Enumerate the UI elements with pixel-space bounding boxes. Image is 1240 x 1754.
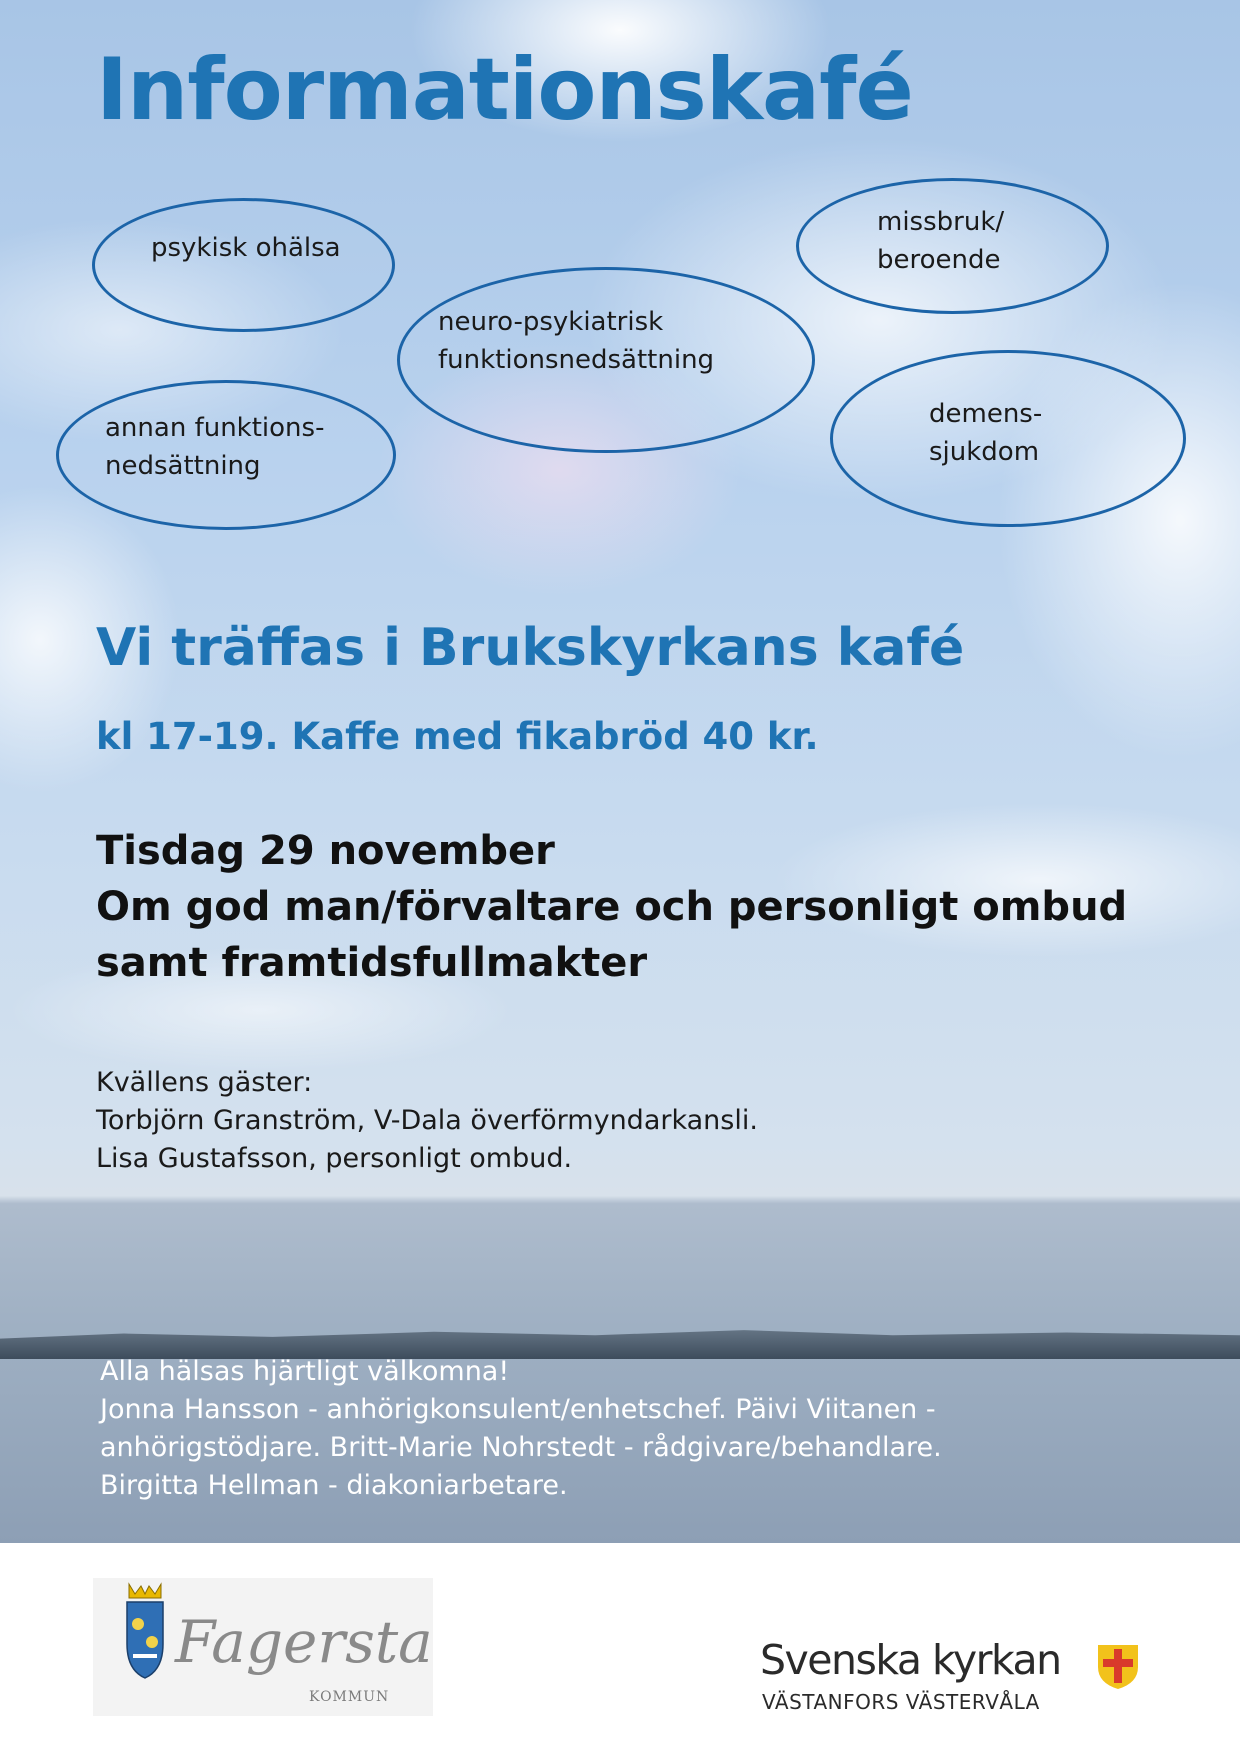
topic-bubble-demenssjukdom bbox=[830, 350, 1186, 527]
svenska-kyrkan-wordmark: Svenska kyrkan bbox=[760, 1636, 1061, 1684]
welcome-line: Birgitta Hellman - diakoniarbetare. bbox=[100, 1470, 568, 1501]
topic-label: annan funktions- bbox=[105, 413, 325, 443]
svenska-kyrkan-parish: VÄSTANFORS VÄSTERVÅLA bbox=[762, 1690, 1040, 1714]
fagersta-coat-of-arms-icon bbox=[123, 1582, 167, 1682]
guests-heading: Kvällens gäster: bbox=[96, 1067, 313, 1098]
fagersta-wordmark: Fagersta bbox=[175, 1608, 433, 1676]
welcome-line: Jonna Hansson - anhörigkonsulent/enhetschef. Päivi Viitanen - bbox=[100, 1394, 936, 1425]
page-title: Informationskafé bbox=[96, 40, 913, 140]
svenska-kyrkan-cross-icon bbox=[1096, 1643, 1140, 1691]
event-topic-line: Om god man/förvaltare och personligt ombud bbox=[96, 884, 1128, 930]
welcome-line: Alla hälsas hjärtligt välkomna! bbox=[100, 1356, 510, 1387]
event-block bbox=[96, 823, 1127, 991]
guest-line: Torbjörn Granström, V-Dala överförmyndarkansli. bbox=[96, 1105, 758, 1136]
topic-bubble-psykisk-ohalsa bbox=[92, 198, 395, 332]
fagersta-kommun-logo bbox=[93, 1578, 433, 1716]
topic-bubble-neuropsykiatrisk bbox=[397, 267, 815, 453]
topic-label: psykisk ohälsa bbox=[151, 233, 341, 263]
svenska-kyrkan-logo bbox=[757, 1636, 1157, 1716]
topic-bubble-missbruk bbox=[796, 178, 1109, 314]
topic-label: nedsättning bbox=[105, 451, 261, 481]
time-price-line: kl 17-19. Kaffe med fikabröd 40 kr. bbox=[96, 715, 819, 758]
venue-heading: Vi träffas i Brukskyrkans kafé bbox=[96, 618, 965, 678]
topic-bubble-annan-funktionsnedsattning bbox=[56, 380, 396, 530]
topic-label: sjukdom bbox=[929, 437, 1040, 467]
event-date: Tisdag 29 november bbox=[96, 828, 555, 874]
guests-block bbox=[96, 1064, 758, 1178]
topic-label: funktionsnedsättning bbox=[438, 345, 715, 375]
event-topic-line: samt framtidsfullmakter bbox=[96, 940, 648, 986]
welcome-line: anhörigstödjare. Britt-Marie Nohrstedt - rådgivare/behandlare. bbox=[100, 1432, 942, 1463]
guest-line: Lisa Gustafsson, personligt ombud. bbox=[96, 1143, 573, 1174]
welcome-block bbox=[100, 1353, 942, 1505]
topic-label: beroende bbox=[877, 245, 1001, 275]
topic-label: neuro-psykiatrisk bbox=[438, 307, 664, 337]
topic-label: demens- bbox=[929, 399, 1043, 429]
topic-label: missbruk/ bbox=[877, 207, 1005, 237]
fagersta-subtitle: KOMMUN bbox=[309, 1689, 390, 1705]
